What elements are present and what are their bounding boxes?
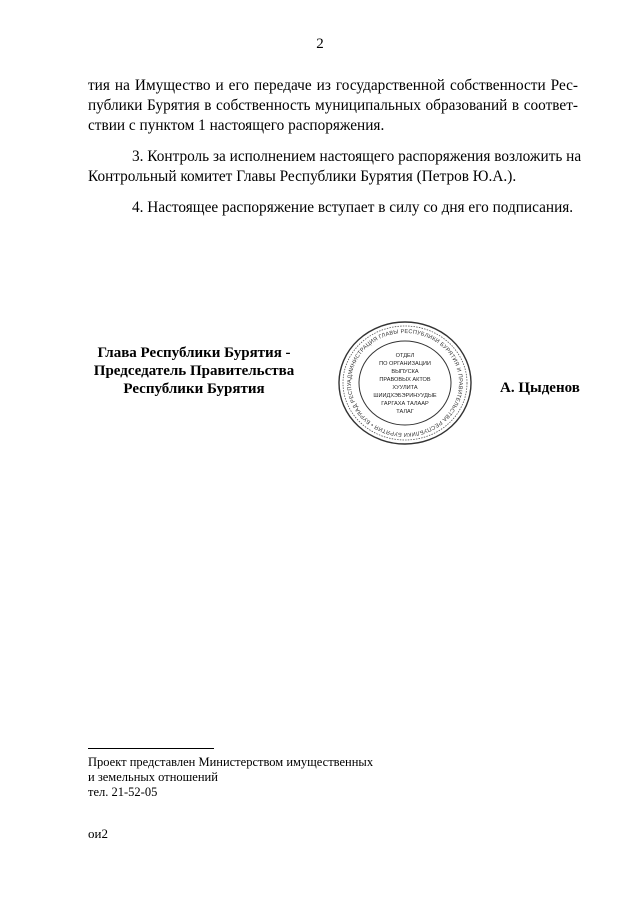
official-seal [335,318,475,448]
seal-line: ХУУЛИТА [392,385,418,391]
paragraph-line: публики Бурятия в собственность муниципальных образований в соответ- [88,97,578,114]
paragraph-line: 4. Настоящее распоряжение вступает в силу со дня его подписания. [132,199,574,216]
seal-line: ПРАВОВЫХ АКТОВ [379,377,431,383]
paragraph-property-transfer [88,76,578,136]
paragraph-line: 3. Контроль за исполнением настоящего распоряжения возложить на [132,148,582,165]
paragraph-line: Контрольный комитет Главы Республики Бурятия (Петров Ю.А.). [88,168,517,185]
paragraph-control-clause [88,147,582,187]
signatory-title-line: Республики Бурятия [123,381,265,397]
signatory-name: А. Цыденов [500,380,580,396]
footnote [88,755,373,800]
paragraph-line: тия на Имущество и его передаче из государственной собственности Рес- [88,77,578,94]
seal-line: ОТДЕЛ [395,353,415,359]
footnote-line: и земельных отношений [88,770,218,784]
signatory-title-line: Глава Республики Бурятия - [97,345,291,361]
footnote-divider [88,748,214,749]
seal-line: ПО ОРГАНИЗАЦИИ [379,361,431,367]
document-code: ои2 [88,826,108,841]
seal-ring-text: АДМИНИСТРАЦИЯ ГЛАВЫ РЕСПУБЛИКИ БУРЯТИЯ И ПРАВИТЕЛЬСТВА РЕСПУБЛИКИ БУРЯТИЯ • БУРЯАД РЕСПУ [346,328,464,438]
paragraph-line: ствии с пунктом 1 настоящего распоряжения. [88,117,385,134]
seal-graphic [335,318,475,448]
seal-line: ТАЛАГ [396,409,414,415]
signatory-title [82,344,306,398]
footnote-line: Проект представлен Министерством имущественных [88,755,374,769]
seal-line: ВЫПУСКА [391,369,419,375]
seal-line: ГАРГАХА ТАЛААР [381,401,429,407]
seal-line: ШИИДХЭБЭРИНУУДЫЕ [373,393,437,399]
footnote-line: тел. 21-52-05 [88,785,158,799]
paragraph-effective-clause [88,198,578,218]
page-number: 2 [316,36,324,52]
signatory-title-line: Председатель Правительства [93,363,295,379]
